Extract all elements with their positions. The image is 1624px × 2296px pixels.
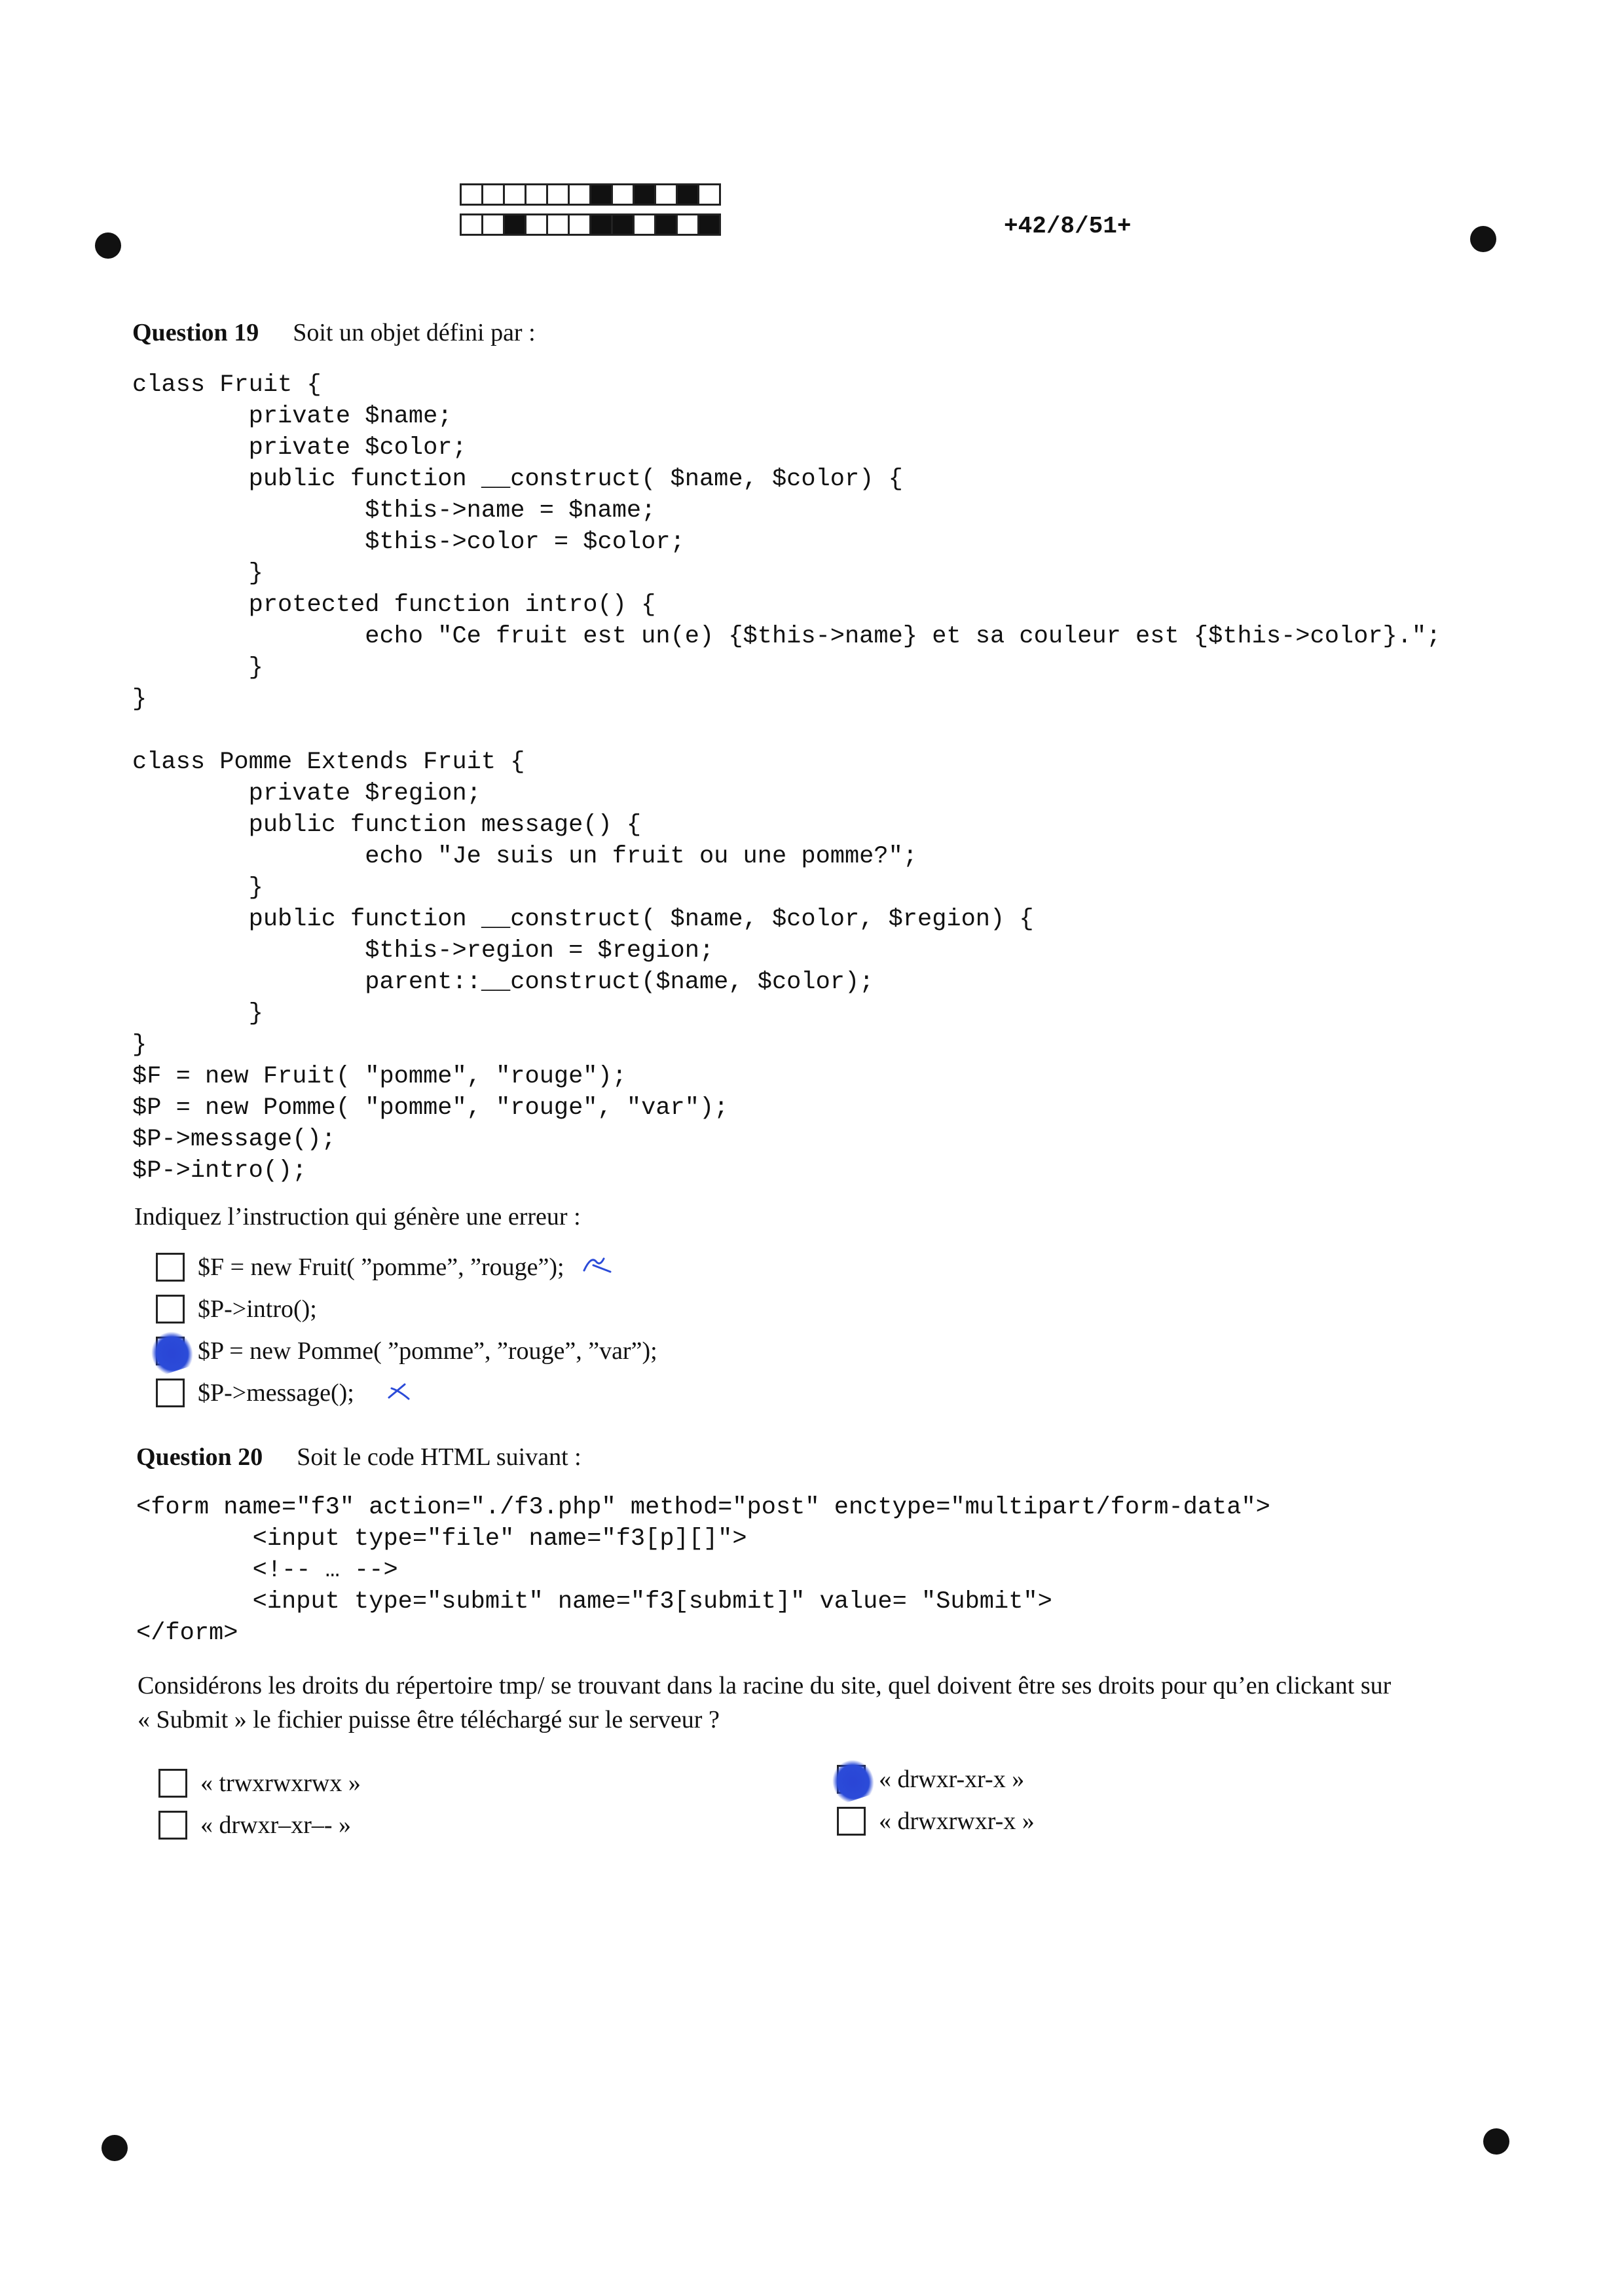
q19-option-3-checkbox[interactable] <box>156 1337 185 1365</box>
id-grid-bottom-cell-3 <box>503 213 526 236</box>
question-20-code: <form name="f3" action="./f3.php" method="post" enctype="multipart/form-data"> <input type="file" name="f3[p][]"> <!-- … --> <input type="submit" name="f3[submit]" value= "Submit"> </form> <box>136 1494 1270 1647</box>
question-20-label: Question 20 <box>136 1443 263 1471</box>
registration-dot-top-left <box>95 232 121 259</box>
q19-option-3-label: $P = new Pomme( ”pomme”, ”rouge”, ”var”); <box>198 1337 657 1365</box>
q19-option-2[interactable] <box>156 1295 317 1324</box>
id-grid-bottom-cell-7 <box>589 213 613 236</box>
id-grid-bottom-cell-11 <box>676 213 699 236</box>
q20-option-1-label: « trwxrwxrwx » <box>200 1769 361 1797</box>
q19-option-4[interactable] <box>156 1379 354 1407</box>
question-20-intro: Soit le code HTML suivant : <box>297 1443 581 1471</box>
id-grid-top-cell-8 <box>611 183 635 206</box>
question-20-prompt-line-2: « Submit » le fichier puisse être téléchargé sur le serveur ? <box>138 1706 720 1733</box>
id-grid-bottom-cell-10 <box>654 213 678 236</box>
q20-option-3-checkbox[interactable] <box>837 1765 866 1794</box>
q20-option-3[interactable] <box>837 1765 1024 1794</box>
id-grid-bottom <box>460 213 719 236</box>
id-grid-bottom-cell-6 <box>568 213 591 236</box>
id-grid-bottom-cell-4 <box>525 213 548 236</box>
page-id: +42/8/51+ <box>1004 213 1132 240</box>
id-grid-bottom-cell-5 <box>546 213 570 236</box>
q20-option-3-label: « drwxr-xr-x » <box>879 1766 1025 1793</box>
id-grid-top-cell-3 <box>503 183 526 206</box>
question-19-intro: Soit un objet défini par : <box>293 319 536 346</box>
id-grid-top-cell-7 <box>589 183 613 206</box>
id-grid-top <box>460 183 719 206</box>
question-19-label: Question 19 <box>132 319 259 346</box>
id-grid-top-cell-11 <box>676 183 699 206</box>
id-grid-top-cell-10 <box>654 183 678 206</box>
question-19-code: class Fruit { private $name; private $color; public function __construct( $name, $color) { $this->name = $name; $this->color = $color; } protected function intro() { echo "Ce fruit est un(e) {$this->name} et sa couleur est {$this->color}."; } } class Pomme Extends Fruit { private $region; public function message() { echo "Je suis un fruit ou une pomme?"; } public function __construct( $name, $color, $region) { $this->region = $region; parent::__construct($name, $color); } } $F = new Fruit( "pomme", "rouge"); $P = new Pomme( "pomme", "rouge", "var"); $P->message(); $P->intro(); <box>132 371 1441 1185</box>
q19-option-1-label: $F = new Fruit( ”pomme”, ”rouge”); <box>198 1253 564 1281</box>
q20-option-2-checkbox[interactable] <box>158 1811 187 1840</box>
id-grid-bottom-cell-9 <box>633 213 656 236</box>
q20-option-4[interactable] <box>837 1807 1035 1836</box>
question-20-prompt <box>138 1669 1391 1737</box>
id-grid-bottom-cell-1 <box>460 213 483 236</box>
id-grid-bottom-cell-8 <box>611 213 635 236</box>
q20-option-1[interactable] <box>158 1769 361 1798</box>
registration-dot-bottom-left <box>101 2135 128 2161</box>
q19-option-1[interactable] <box>156 1253 564 1282</box>
id-grid-bottom-cell-2 <box>481 213 505 236</box>
id-grid-top-cell-1 <box>460 183 483 206</box>
question-20-prompt-line-1: Considérons les droits du répertoire tmp/ se trouvant dans la racine du site, quel doivent être ses droits pour qu’en clickant sur <box>138 1672 1392 1699</box>
pen-stroke-mark-1 <box>581 1252 614 1276</box>
id-grid-top-cell-2 <box>481 183 505 206</box>
question-19-title <box>132 318 536 347</box>
q19-option-2-checkbox[interactable] <box>156 1295 185 1324</box>
id-grid-top-cell-4 <box>525 183 548 206</box>
q20-option-2[interactable] <box>158 1811 351 1840</box>
registration-dot-top-right <box>1470 226 1496 252</box>
id-grid-top-cell-5 <box>546 183 570 206</box>
q19-option-2-label: $P->intro(); <box>198 1295 317 1323</box>
id-grid-top-cell-12 <box>697 183 721 206</box>
registration-dot-bottom-right <box>1483 2128 1509 2155</box>
q20-option-4-label: « drwxrwxr-x » <box>879 1807 1035 1835</box>
q20-option-4-checkbox[interactable] <box>837 1807 866 1836</box>
q19-option-3[interactable] <box>156 1337 657 1365</box>
pen-stroke-mark-2 <box>385 1379 414 1403</box>
id-grid-bottom-cell-12 <box>697 213 721 236</box>
q19-option-4-checkbox[interactable] <box>156 1379 185 1407</box>
question-19-prompt: Indiquez l’instruction qui génère une erreur : <box>134 1203 581 1231</box>
q20-option-1-checkbox[interactable] <box>158 1769 187 1798</box>
q20-option-2-label: « drwxr–xr–- » <box>200 1811 352 1839</box>
question-20-title <box>136 1443 581 1472</box>
q19-option-1-checkbox[interactable] <box>156 1253 185 1282</box>
q19-option-4-label: $P->message(); <box>198 1379 354 1407</box>
id-grid-top-cell-6 <box>568 183 591 206</box>
id-grid-top-cell-9 <box>633 183 656 206</box>
